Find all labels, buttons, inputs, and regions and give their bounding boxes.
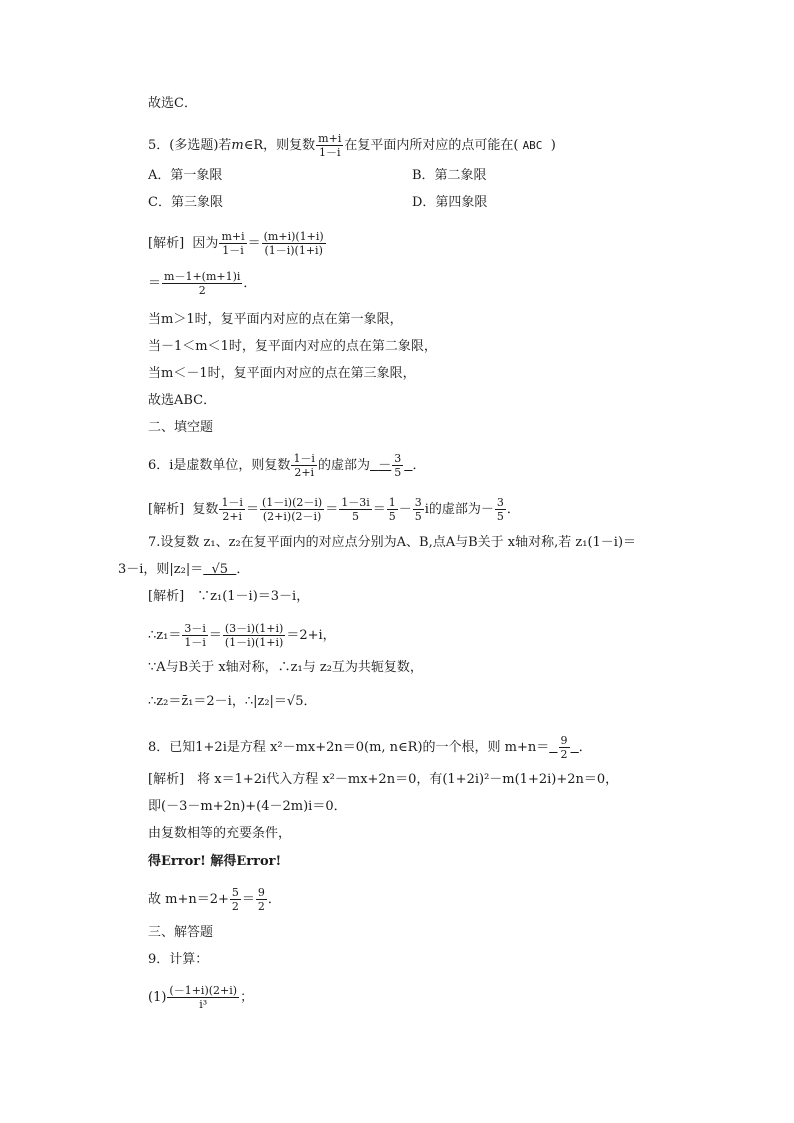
q6-answer-blank	[370, 452, 413, 479]
sol6-frac-a	[219, 496, 245, 523]
solution-5-line-1	[148, 230, 327, 257]
sol5-frac-1	[219, 230, 246, 257]
question-9-part-1	[148, 984, 253, 1011]
sol6-frac-f	[495, 496, 506, 523]
sol7-frac-1	[182, 622, 208, 649]
sol6-tail: i的虚部为－	[424, 502, 494, 517]
sol5b-den: 2	[198, 284, 206, 297]
solution-5-line-2	[148, 270, 256, 297]
q7-b: 3－i，则|z₂|＝	[118, 562, 204, 577]
sol8-5-num2: 9	[257, 886, 265, 899]
sol5-f2-den: (1－i)(1+i)	[264, 244, 323, 257]
sol7-2-num: 3－i	[184, 622, 206, 635]
sol6-b-num: (1－i)(2－i)	[261, 496, 323, 509]
sol8-5-eq: ＝	[241, 892, 255, 907]
option-c: C．第三象限	[148, 195, 223, 210]
q7-answer-blank	[203, 562, 236, 577]
q6-ans-frac	[392, 452, 403, 479]
case-3: 当m＜－1时，复平面内对应的点在第三象限，	[148, 366, 416, 381]
sol6-frac-e	[413, 496, 424, 523]
question-6	[148, 452, 426, 479]
solution-8-line-4: 得Error! 解得Error!	[148, 854, 282, 869]
sol6-d-den: 5	[388, 510, 396, 523]
q5-answer: ABC	[522, 139, 543, 152]
q9-1-den: i³	[199, 998, 208, 1011]
sol7-2a: ∴z₁＝	[148, 628, 182, 643]
sol5b-num: m－1+(m+1)i	[164, 270, 241, 283]
q6-fraction	[291, 452, 317, 479]
q8-ans-den: 2	[560, 748, 568, 761]
sol8-frac-1	[230, 886, 241, 913]
sol8-5-end: ．	[267, 892, 281, 907]
q8-answer-blank	[549, 734, 579, 761]
sol5b-end: ．	[243, 276, 257, 291]
q5-frac-den: 1－i	[318, 146, 341, 159]
q5-var-m: m	[231, 138, 244, 153]
case-4: 故选ABC．	[148, 393, 217, 408]
sol6-label: [解析]	[148, 502, 185, 517]
sol8-frac-2	[256, 886, 267, 913]
sol6-text: 复数	[192, 502, 219, 517]
q6-ans-num: 3	[394, 452, 402, 465]
sol5-f1-num: m+i	[221, 230, 245, 243]
question-5	[148, 132, 556, 159]
sol5-f2-num: (m+i)(1+i)	[263, 230, 324, 243]
section-2-heading: 二、填空题	[148, 420, 214, 435]
q5-prefix: 5．(多选题)若	[148, 138, 232, 153]
q9-1-label: (1)	[148, 990, 167, 1005]
sol6-e-num: 3	[414, 496, 422, 509]
sol6-e-den: 5	[414, 510, 422, 523]
solution-8-line-2: 即(－3－m+2n)+(4－2m)i＝0．	[148, 799, 347, 814]
solution-7-line-2: ∴z₁＝ $\frac{3-i}{1-i}$ ＝ $\frac{(3-i)(1+i)}{(1-i)(1+i)}$ ＝2+i，	[148, 622, 336, 649]
q6-prefix: 6．i是虚数单位，则复数	[148, 458, 291, 473]
sol6-frac-b	[260, 496, 324, 523]
case-2: 当－1＜m＜1时，复平面内对应的点在第二象限，	[148, 339, 437, 354]
q6-ans-den: 5	[394, 466, 402, 479]
q8-end: ．	[578, 740, 592, 755]
sol5b-frac	[162, 270, 242, 297]
line-conclusion-c: 故选C．	[148, 96, 197, 111]
sol6-frac-c	[339, 496, 372, 523]
sol5b-eq: ＝	[148, 276, 162, 291]
q6-num: 1－i	[293, 452, 315, 465]
sol5-frac-2	[262, 230, 326, 257]
q8-a: 8．已知1+2i是方程 x²－mx+2n＝0(m, n∈R)的一个根，则 m+n＝	[148, 740, 550, 755]
sol5-eq: ＝	[247, 236, 261, 251]
sol7-frac-2	[223, 622, 285, 649]
sol7-2-den: 1－i	[184, 636, 206, 649]
option-a: A．第一象限	[148, 168, 223, 183]
solution-6: [解析] 复数 $\frac{1-i}{2+i}$ ＝ $\frac{(1-i)(2-i)}{(2+i)(2-i)}$ ＝ $\frac{1-3i}{5}$ ＝ $\frac{1}{5}$ － $\frac{3}{5}$ i的虚部为－ $\frac{3}{5}$ ．	[148, 496, 520, 523]
solution-8-line-3: 由复数相等的充要条件，	[148, 826, 292, 841]
q5-suffix: 在复平面内所对应的点可能在(	[344, 138, 519, 153]
option-d: D．第四象限	[412, 195, 488, 210]
sol5-f1-den: 1－i	[222, 244, 244, 257]
sol8-5-num: 5	[231, 886, 239, 899]
sol8-5-den: 2	[231, 900, 239, 913]
sol8-5-den2: 2	[257, 900, 265, 913]
q7-answer: √5	[211, 562, 229, 577]
solution-8-line-1: [解析] 将 x＝1+2i代入方程 x²－mx+2n＝0，有(1+2i)²－m(1+2i)+2n＝0，	[148, 772, 619, 787]
solution-7-line-4: ∴z₂＝z̄₁＝2－i，∴|z₂|＝√5．	[148, 694, 317, 709]
sol6-b-den: (2+i)(2－i)	[262, 510, 322, 523]
sol7-2-num2: (3－i)(1+i)	[224, 622, 284, 635]
q9-1-end: ；	[240, 990, 254, 1005]
question-8	[148, 734, 592, 761]
section-3-heading: 三、解答题	[148, 925, 214, 940]
sol6-a-num: 1－i	[221, 496, 243, 509]
q6-ans-sign: －	[378, 458, 392, 473]
question-7-line-2	[118, 560, 249, 580]
sol6-frac-d	[387, 496, 398, 523]
sol7-2end: ＝2+i，	[286, 628, 336, 643]
sol6-f-den: 5	[496, 510, 504, 523]
solution-8-line-5	[148, 886, 281, 913]
sol8-5a: 故 m+n＝2+	[148, 892, 229, 907]
q6-suffix: 的虚部为	[317, 458, 370, 473]
solution-7-line-3: ∵A与B关于 x轴对称，∴z₁与 z₂互为共轭复数，	[148, 660, 423, 675]
q8-ans-num: 9	[560, 734, 568, 747]
q9-1-frac	[167, 984, 239, 1011]
question-9: 9．计算：	[148, 952, 209, 967]
sol6-c-num: 1－3i	[341, 496, 370, 509]
sol5-label: [解析]	[148, 236, 185, 251]
q7-end: ．	[236, 562, 250, 577]
q5-close: )	[550, 138, 556, 153]
sol6-d-num: 1	[388, 496, 396, 509]
q5-fraction	[316, 132, 343, 159]
solution-7-line-1: [解析] ∵z₁(1－i)＝3－i，	[148, 589, 310, 604]
q6-end: ．	[412, 458, 426, 473]
q5-frac-num: m+i	[318, 132, 342, 145]
question-7-line-1: 7.设复数 z₁、z₂在复平面内的对应点分别为A、B,点A与B关于 x轴对称,若 z₁(1－i)＝	[148, 535, 637, 550]
sol6-a-den: 2+i	[222, 510, 243, 523]
sol7-2-den2: (1－i)(1+i)	[224, 636, 284, 649]
q9-1-num: (－1+i)(2+i)	[169, 984, 238, 997]
sol6-f-num: 3	[496, 496, 504, 509]
q8-ans-frac	[559, 734, 570, 761]
sol5-because: 因为	[192, 236, 219, 251]
q5-mid: ∈R，则复数	[243, 138, 316, 153]
sol6-c-den: 5	[351, 510, 359, 523]
case-1: 当m＞1时，复平面内对应的点在第一象限，	[148, 312, 403, 327]
q6-den: 2+i	[294, 466, 315, 479]
option-b: B．第二象限	[412, 168, 487, 183]
